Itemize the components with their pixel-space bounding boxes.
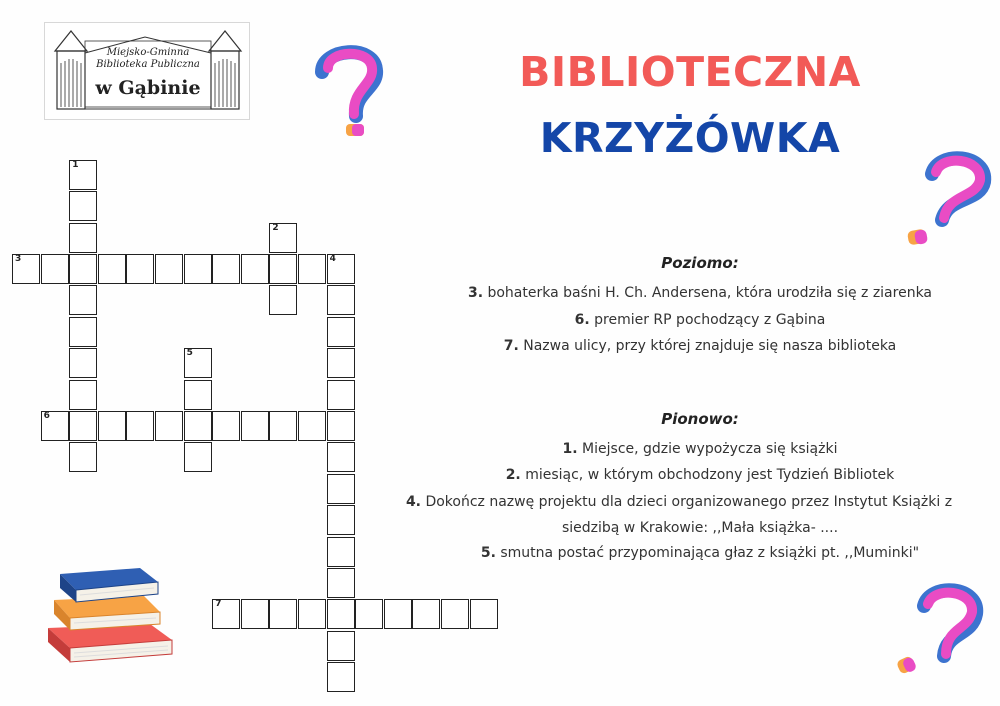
- library-logo: [44, 22, 250, 120]
- crossword-cell[interactable]: [241, 599, 269, 629]
- crossword-cell[interactable]: [155, 254, 183, 284]
- clue-down-2: [400, 467, 1000, 483]
- crossword-cell[interactable]: [327, 411, 355, 441]
- crossword-cell[interactable]: [327, 537, 355, 567]
- clue-number: 5.: [480, 545, 496, 561]
- crossword-cell[interactable]: [327, 442, 355, 472]
- across-header: Poziomo:: [661, 254, 739, 272]
- clue-number: 2.: [505, 467, 521, 483]
- crossword-cell[interactable]: [269, 411, 297, 441]
- crossword-cell[interactable]: [69, 160, 97, 190]
- crossword-number: 7: [215, 599, 222, 610]
- crossword-cell[interactable]: [98, 254, 126, 284]
- crossword-cell[interactable]: [184, 442, 212, 472]
- crossword-cell[interactable]: [269, 254, 297, 284]
- books-stack-icon: [40, 560, 180, 675]
- clue-number: 1.: [562, 441, 578, 457]
- crossword-number: 2: [272, 222, 279, 233]
- clue-text: bohaterka baśni H. Ch. Andersena, która urodziła się z ziarenka: [487, 285, 933, 301]
- logo-text-line2: Biblioteka Publiczna: [96, 59, 200, 70]
- library-building-icon: [45, 23, 251, 121]
- clue-across-7: [400, 338, 1000, 354]
- clue-down-4-continued: [400, 520, 1000, 536]
- crossword-cell[interactable]: [241, 411, 269, 441]
- crossword-number: 5: [186, 348, 193, 359]
- clue-number: 7.: [503, 338, 519, 354]
- crossword-cell[interactable]: [126, 254, 154, 284]
- crossword-cell[interactable]: [184, 411, 212, 441]
- clue-across-3: [400, 285, 1000, 301]
- clue-number: 6.: [574, 312, 590, 328]
- crossword-cell[interactable]: [126, 411, 154, 441]
- crossword-cell[interactable]: [241, 254, 269, 284]
- crossword-cell[interactable]: [327, 505, 355, 535]
- crossword-cell[interactable]: [69, 317, 97, 347]
- crossword-cell[interactable]: [470, 599, 498, 629]
- clue-number: 4.: [405, 494, 421, 510]
- question-mark-icon: [894, 580, 990, 684]
- crossword-cell[interactable]: [69, 442, 97, 472]
- crossword-cell[interactable]: [269, 223, 297, 253]
- clue-text: Dokończ nazwę projektu dla dzieci organizowanego przez Instytut Książki z: [425, 494, 953, 510]
- crossword-cell[interactable]: [184, 348, 212, 378]
- crossword-number: 1: [72, 159, 79, 170]
- title-line2: KRZYŻÓWKA: [539, 114, 841, 162]
- logo-text-line3: w Gąbinie: [95, 77, 201, 99]
- crossword-cell[interactable]: [212, 411, 240, 441]
- crossword-cell[interactable]: [69, 191, 97, 221]
- crossword-cell[interactable]: [12, 254, 40, 284]
- logo-text-line1: Miejsko-Gminna: [106, 47, 190, 58]
- clue-text: miesiąc, w którym obchodzony jest Tydzień Bibliotek: [525, 467, 895, 483]
- crossword-cell[interactable]: [155, 411, 183, 441]
- clue-text: Nazwa ulicy, przy której znajduje się nasza biblioteka: [523, 338, 897, 354]
- clue-down-1: [400, 441, 1000, 457]
- crossword-cell[interactable]: [69, 254, 97, 284]
- crossword-cell[interactable]: [327, 348, 355, 378]
- clue-text: siedzibą w Krakowie: ,,Mała książka- ....: [561, 520, 839, 536]
- crossword-number: 6: [43, 411, 50, 421]
- crossword-cell[interactable]: [184, 254, 212, 284]
- crossword-number: 3: [15, 254, 22, 264]
- crossword-cell[interactable]: [327, 380, 355, 410]
- clue-down-5: [400, 545, 1000, 561]
- clue-text: premier RP pochodzący z Gąbina: [594, 312, 826, 328]
- crossword-cell[interactable]: [41, 254, 69, 284]
- clue-number: 3.: [467, 285, 484, 301]
- question-mark-icon: [312, 38, 392, 142]
- clue-down-4: [364, 494, 994, 510]
- crossword-cell[interactable]: [327, 662, 355, 692]
- crossword-cell[interactable]: [269, 285, 297, 315]
- crossword-cell[interactable]: [327, 568, 355, 598]
- question-mark-icon: [898, 146, 994, 250]
- clue-text: Miejsce, gdzie wypożycza się książki: [582, 441, 838, 457]
- down-header: Pionowo:: [661, 410, 739, 428]
- crossword-cell[interactable]: [69, 348, 97, 378]
- crossword-cell[interactable]: [441, 599, 469, 629]
- clue-across-6: [400, 312, 1000, 328]
- crossword-cell[interactable]: [212, 599, 240, 629]
- crossword-cell[interactable]: [212, 254, 240, 284]
- crossword-cell[interactable]: [69, 411, 97, 441]
- clue-text: smutna postać przypominająca głaz z książki pt. ,,Muminki": [500, 545, 920, 561]
- crossword-cell[interactable]: [355, 599, 383, 629]
- crossword-cell[interactable]: [384, 599, 412, 629]
- crossword-cell[interactable]: [327, 285, 355, 315]
- crossword-cell[interactable]: [327, 599, 355, 629]
- crossword-cell[interactable]: [298, 254, 326, 284]
- crossword-cell[interactable]: [269, 599, 297, 629]
- crossword-cell[interactable]: [327, 631, 355, 661]
- crossword-cell[interactable]: [412, 599, 440, 629]
- crossword-cell[interactable]: [327, 474, 355, 504]
- title-line1: BIBLIOTECZNA: [519, 48, 861, 96]
- crossword-cell[interactable]: [298, 599, 326, 629]
- crossword-number: 4: [329, 254, 336, 264]
- crossword-cell[interactable]: [184, 380, 212, 410]
- crossword-cell[interactable]: [298, 411, 326, 441]
- crossword-cell[interactable]: [69, 285, 97, 315]
- crossword-cell[interactable]: [69, 380, 97, 410]
- crossword-cell[interactable]: [327, 254, 355, 284]
- crossword-cell[interactable]: [98, 411, 126, 441]
- crossword-cell[interactable]: [327, 317, 355, 347]
- crossword-cell[interactable]: [41, 411, 69, 441]
- crossword-cell[interactable]: [69, 223, 97, 253]
